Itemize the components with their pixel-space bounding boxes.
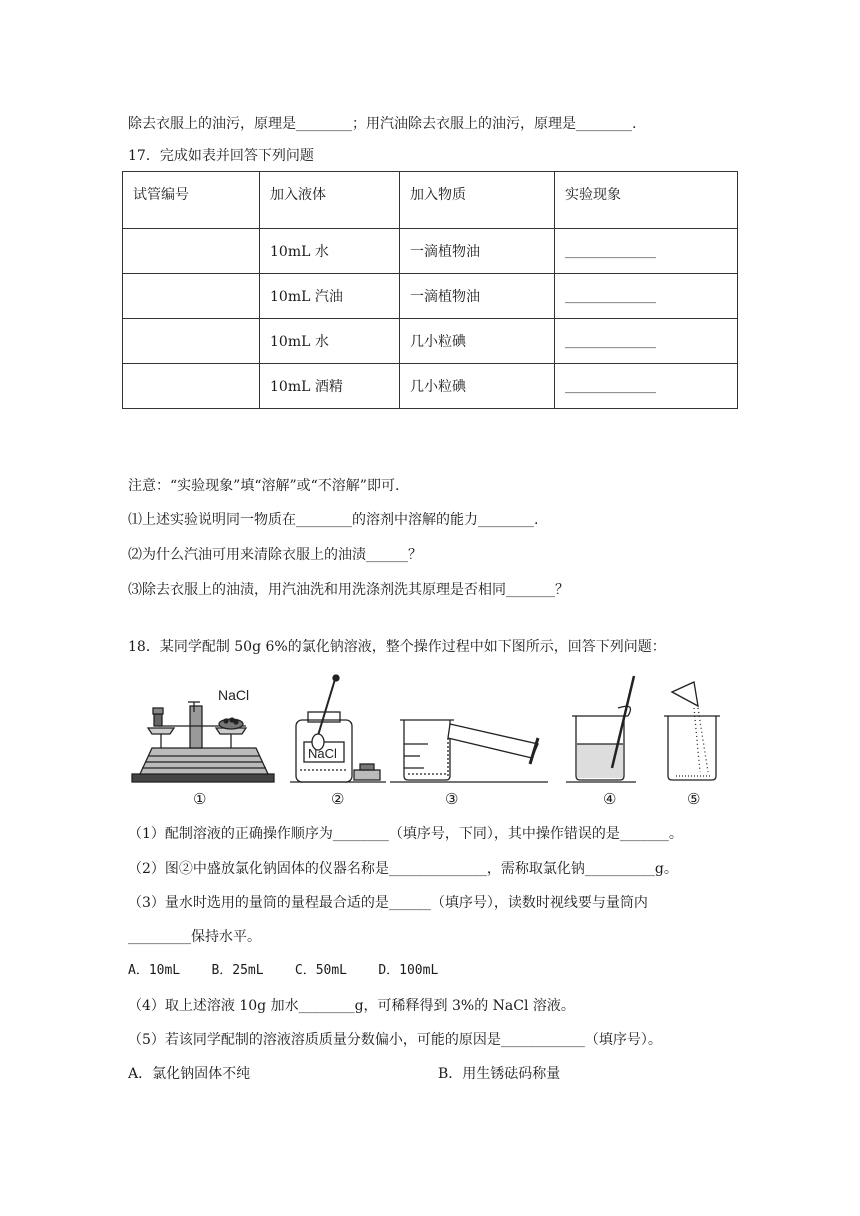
table-cell: 一滴植物油 [400,274,555,319]
table-cell: 一滴植物油 [400,229,555,274]
reagent-jar-illustration [290,675,386,782]
sub-question-2: ⑵为什么汽油可用来清除衣服上的油渍______？ [128,547,422,563]
table-row [123,229,738,274]
table-header-cell: 加入物质 [400,172,555,229]
figure-label-3: ③ [445,790,459,808]
figure-label-4: ④ [603,790,617,808]
q18-options: A．10mL B．25mL C．50mL D．100mL [128,963,439,978]
figure-label-1: ① [193,790,207,808]
table-cell: 10mL 水 [260,319,400,364]
q17-table [122,171,738,409]
table-row [123,364,738,409]
option-a: A．氯化钠固体不纯 [128,1066,251,1082]
q18-part-3a: （3）量水时选用的量筒的量程最合适的是______（填序号），读数时视线要与量筒内 [128,895,648,911]
adding-solid-illustration [664,682,720,780]
q18-part-3b: _________保持水平。 [128,929,261,945]
table-row [123,319,738,364]
experiment-figure [128,672,728,812]
q18-part-2: （2）图②中盛放氯化钠固体的仪器名称是______________，需称取氯化钠__________g。 [128,861,678,877]
figure-label-2: ② [331,790,345,808]
q18-part-4: （4）取上述溶液 10g 加水________g，可稀释得到 3%的 NaCl 溶液。 [128,998,575,1014]
table-header-cell: 试管编号 [123,172,260,229]
table-cell: 10mL 汽油 [260,274,400,319]
table-row [123,274,738,319]
q18-title: 18．某同学配制 50g 6%的氯化钠溶液，整个操作过程中如下图所示，回答下列问题： [128,639,666,655]
table-cell [123,274,260,319]
note-line: 注意：“实验现象”填“溶解”或“不溶解”即可. [128,478,400,494]
answer-blank[interactable]: _____________ [555,319,738,364]
pouring-illustration [390,720,548,782]
answer-blank[interactable]: _____________ [555,364,738,409]
q17-title: 17．完成如表并回答下列问题 [128,148,314,164]
q18-part-5: （5）若该同学配制的溶液溶质质量分数偏小，可能的原因是____________（填序号）。 [128,1032,662,1048]
q16-tail-line: 除去衣服上的油污，原理是________；用汽油除去衣服上的油污，原理是________. [128,116,637,132]
nacl-jar-label: NaCl [308,746,337,761]
table-cell: 几小粒碘 [400,364,555,409]
table-header-row [123,172,738,229]
sub-question-1: ⑴上述实验说明同一物质在________的溶剂中溶解的能力________. [128,512,539,528]
balance-illustration [132,702,274,782]
answer-blank[interactable]: _____________ [555,229,738,274]
table-cell [123,229,260,274]
table-header-cell: 加入液体 [260,172,400,229]
q18-part-1: （1）配制溶液的正确操作顺序为________（填序号，下同），其中操作错误的是_______。 [128,826,683,842]
table-cell: 10mL 酒精 [260,364,400,409]
table-header-cell: 实验现象 [555,172,738,229]
table-cell: 10mL 水 [260,229,400,274]
stirring-illustration [566,676,636,782]
table-cell: 几小粒碘 [400,319,555,364]
table-cell [123,364,260,409]
figure-label-5: ⑤ [687,790,701,808]
option-b: B．用生锈砝码称量 [438,1066,561,1082]
answer-blank[interactable]: _____________ [555,274,738,319]
nacl-balance-label: NaCl [218,687,250,703]
sub-question-3: ⑶除去衣服上的油渍，用汽油洗和用洗涤剂洗其原理是否相同_______？ [128,582,569,598]
table-cell [123,319,260,364]
